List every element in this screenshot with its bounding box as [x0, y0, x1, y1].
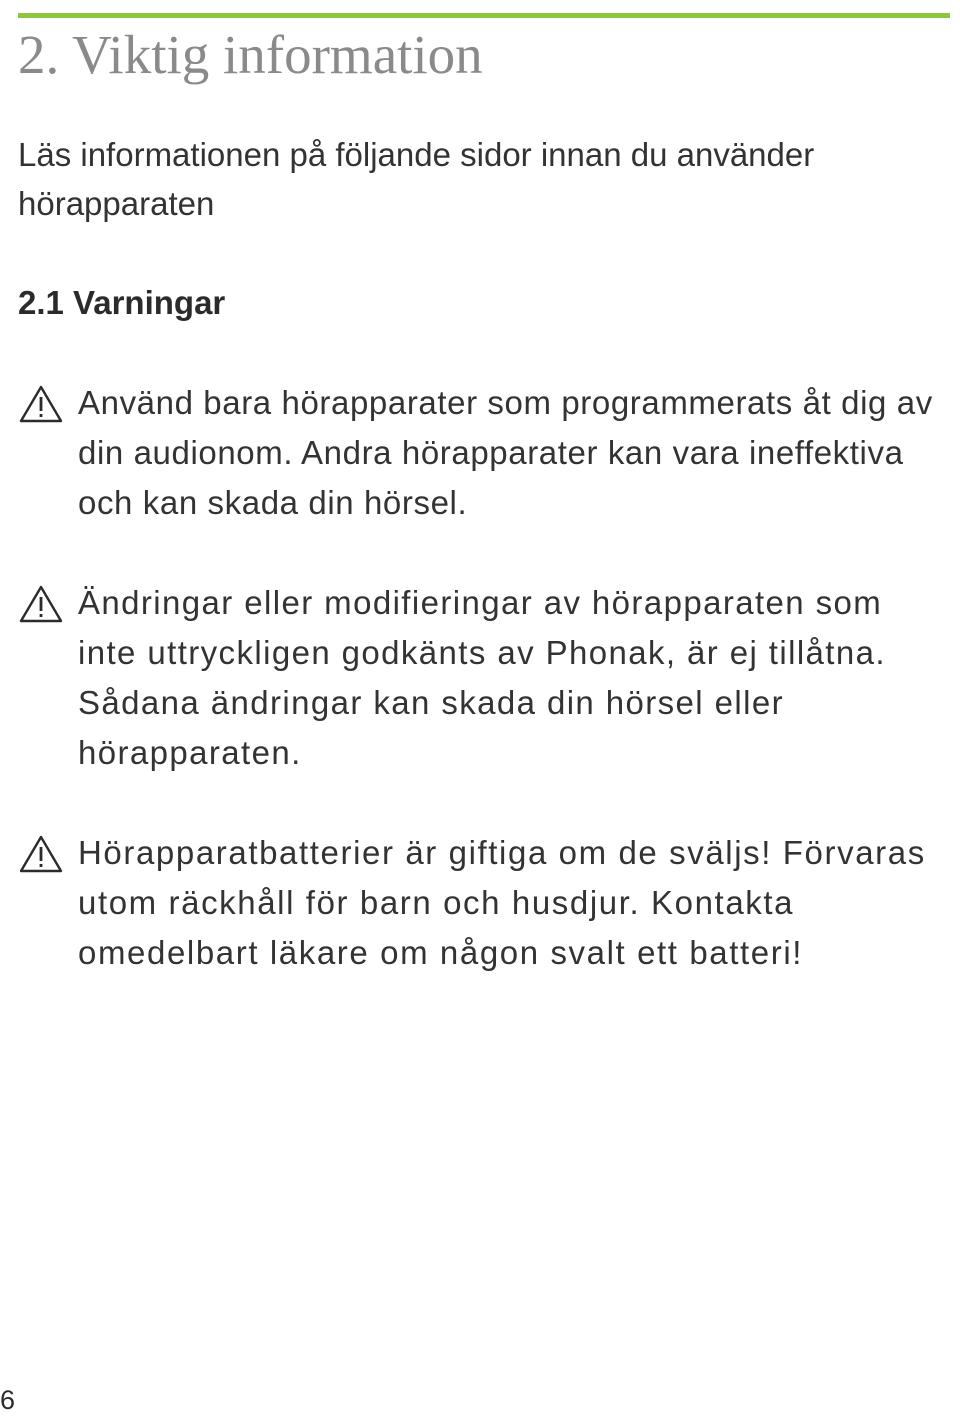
warning-triangle-icon — [18, 384, 64, 424]
warning-item — [18, 828, 950, 978]
warning-item — [18, 378, 950, 528]
warning-text: Använd bara hörapparater som programmerats åt dig av din audionom. Andra hörapparater kan vara ineffektiva och kan skada din hörsel. — [78, 384, 933, 521]
chapter-title: 2. Viktig information — [18, 24, 483, 85]
intro-paragraph: Läs informationen på följande sidor innan du använder hörapparaten — [18, 136, 815, 222]
section-heading: 2.1 Varningar — [18, 284, 226, 321]
warning-text: Ändringar eller modifieringar av hörapparaten som inte uttryckligen godkänts av Phonak, är ej tillåtna. Sådana ändringar kan skada din hörsel eller hörapparaten. — [78, 584, 886, 771]
warning-triangle-icon — [18, 834, 64, 874]
warning-item — [18, 578, 950, 778]
warning-triangle-icon — [18, 584, 64, 624]
warning-text: Hörapparatbatterier är giftiga om de sväljs! Förvaras utom räckhåll för barn och husdjur. Kontakta omedelbart läkare om någon svalt ett batteri! — [78, 834, 926, 971]
top-accent-rule — [18, 13, 950, 18]
page-number: 6 — [0, 1385, 16, 1415]
